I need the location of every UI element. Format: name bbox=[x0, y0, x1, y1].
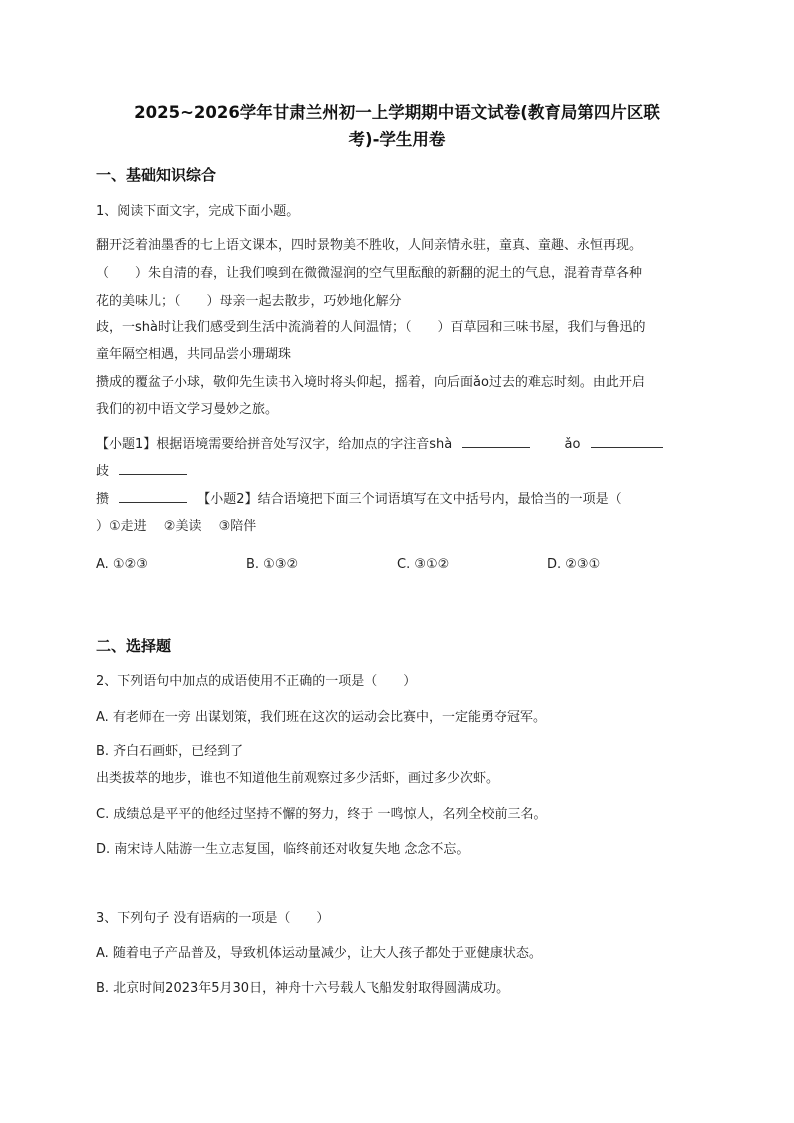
subquestion-1-text: 【小题1】根据语境需要给拼音处写汉字，给加点的字注音shà bbox=[96, 437, 453, 452]
q2-option-b-cont: 出类拔萃的地步，谁也不知道他生前观察过多少活虾，画过多少次虾。 bbox=[96, 771, 500, 786]
q1-option-b[interactable]: B. ①③② bbox=[246, 557, 299, 572]
passage-line: 我们的初中语文学习曼妙之旅。 bbox=[96, 402, 279, 417]
passage-line: （ ）朱自清的春，让我们嗅到在微微湿润的空气里酝酿的新翻的泥土的气息，混着青草各种 bbox=[96, 266, 643, 281]
passage-line: 花的美味儿；（ ）母亲一起去散步，巧妙地化解分 bbox=[96, 294, 402, 309]
q2-option-a[interactable]: A. 有老师在一旁 出谋划策，我们班在这次的运动会比赛中，一定能勇夺冠军。 bbox=[96, 710, 547, 725]
passage-line: 攒成的覆盆子小球，敬仰先生读书入境时将头仰起，摇着，向后面ǎo过去的难忘时刻。由此开启 bbox=[96, 375, 645, 390]
section-heading-basic: 一、基础知识综合 bbox=[96, 166, 217, 184]
pinyin-ao: ǎo bbox=[564, 437, 581, 452]
q1-option-d[interactable]: D. ②③① bbox=[547, 557, 601, 572]
question-3-stem: 3、下列句子 没有语病的一项是（ ） bbox=[96, 911, 330, 926]
subquestion-1 bbox=[96, 433, 663, 452]
subquestion-2-row bbox=[96, 488, 622, 507]
paper-title-line1: 2025~2026学年甘肃兰州初一上学期期中语文试卷(教育局第四片区联 bbox=[134, 103, 660, 122]
char-qi: 歧 bbox=[96, 464, 110, 479]
section-heading-choice: 二、选择题 bbox=[96, 637, 172, 655]
q2-option-d[interactable]: D. 南宋诗人陆游一生立志复国，临终前还对收复失地 念念不忘。 bbox=[96, 842, 470, 857]
q2-option-b[interactable]: B. 齐白石画虾，已经到了 bbox=[96, 744, 244, 759]
q3-option-a[interactable]: A. 随着电子产品普及，导致机体运动量减少，让大人孩子都处于亚健康状态。 bbox=[96, 946, 542, 961]
q2-option-c[interactable]: C. 成绩总是平平的他经过坚持不懈的努力，终于 一鸣惊人，名列全校前三名。 bbox=[96, 807, 547, 822]
passage-line: 歧，一shà时让我们感受到生活中流淌着的人间温情；（ ）百草园和三味书屋，我们与鲁迅的 bbox=[96, 320, 646, 335]
answer-blank-zan[interactable] bbox=[119, 490, 187, 503]
question-2-stem: 2、下列语句中加点的成语使用不正确的一项是（ ） bbox=[96, 674, 417, 689]
subquestion-1-qi-row bbox=[96, 460, 187, 479]
answer-blank-qi[interactable] bbox=[119, 462, 187, 475]
q1-option-c[interactable]: C. ③①② bbox=[397, 557, 450, 572]
char-zan: 攒 bbox=[96, 492, 110, 507]
answer-blank-ao[interactable] bbox=[591, 435, 663, 448]
paper-title-line2: 考)-学生用卷 bbox=[348, 130, 446, 149]
q1-option-a[interactable]: A. ①②③ bbox=[96, 557, 148, 572]
subquestion-2-words: ）①走进 ②美读 ③陪伴 bbox=[96, 519, 257, 534]
question-1-intro: 1、阅读下面文字，完成下面小题。 bbox=[96, 204, 300, 219]
answer-blank-sha[interactable] bbox=[462, 435, 530, 448]
subquestion-2-text: 【小题2】结合语境把下面三个词语填写在文中括号内，最恰当的一项是（ bbox=[197, 492, 622, 507]
q3-option-b[interactable]: B. 北京时间2023年5月30日，神舟十六号载人飞船发射取得圆满成功。 bbox=[96, 981, 510, 996]
passage-line: 翻开泛着油墨香的七上语文课本，四时景物美不胜收，人间亲情永驻，童真、童趣、永恒再现。 bbox=[96, 238, 643, 253]
passage-line: 童年隔空相遇，共同品尝小珊瑚珠 bbox=[96, 347, 292, 362]
